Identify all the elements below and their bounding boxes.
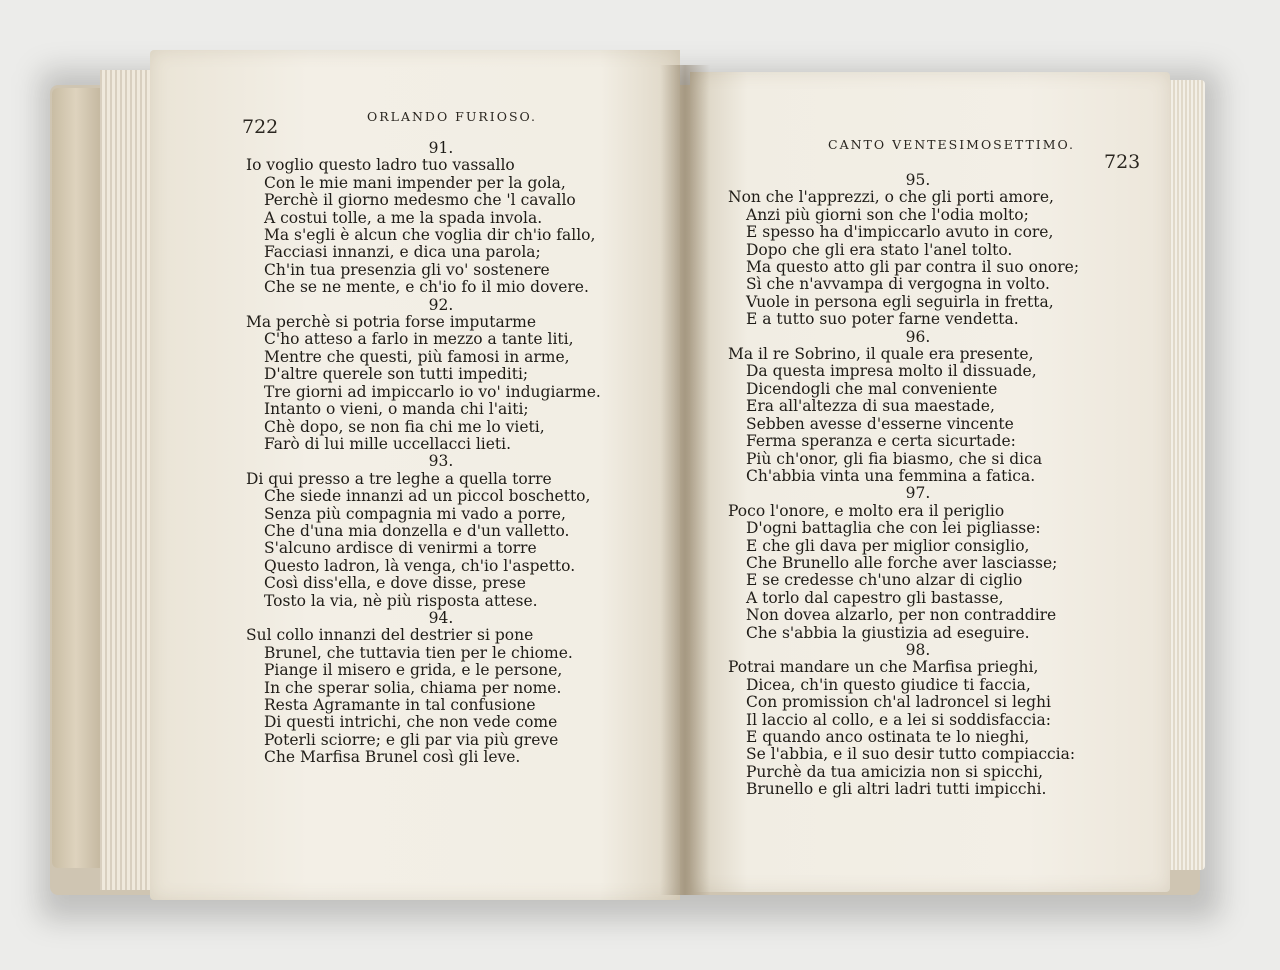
verse-line: Farò di lui mille uccellacci lieti. xyxy=(264,434,512,453)
right-page-number: 723 xyxy=(1104,151,1141,173)
verse-line: Potrai mandare un che Marfisa prieghi, xyxy=(728,658,1039,677)
verse-line: C'ho atteso a farlo in mezzo a tante liti, xyxy=(264,330,574,349)
left-text-block xyxy=(246,140,636,767)
verse-line: Tre giorni ad impiccarlo io vo' indugiarme. xyxy=(264,382,601,401)
verse-line: Il laccio al collo, e a lei si soddisfaccia: xyxy=(746,710,1051,729)
verse-line: S'alcuno ardisce di venirmi a torre xyxy=(264,539,537,558)
verse-line: Anzi più giorni son che l'odia molto; xyxy=(746,205,1029,224)
verse-line: Sebben avesse d'esserne vincente xyxy=(746,414,1014,433)
verse-line: Ch'abbia vinta una femmina a fatica. xyxy=(746,466,1036,485)
stanza-number: 95. xyxy=(905,171,931,189)
verse-line: Io voglio questo ladro tuo vassallo xyxy=(246,156,515,175)
verse-line: A costui tolle, a me la spada invola. xyxy=(264,208,543,227)
verse-line: Che d'una mia donzella e d'un valletto. xyxy=(264,521,570,540)
verse-line: E spesso ha d'impiccarlo avuto in core, xyxy=(746,223,1054,242)
stanza-number: 92. xyxy=(428,295,454,314)
verse-line: Poco l'onore, e molto era il periglio xyxy=(728,501,1005,520)
verse-line: Così diss'ella, e dove disse, prese xyxy=(264,574,526,593)
verse-line: In che sperar solia, chiama per nome. xyxy=(264,678,562,697)
verse-line: Sì che n'avvampa di vergogna in volto. xyxy=(746,275,1050,294)
verse-line: Che se ne mente, e ch'io fo il mio dovere. xyxy=(264,278,589,297)
verse-line: D'altre querele son tutti impediti; xyxy=(264,365,529,384)
verse-line: E quando anco ostinata te lo nieghi, xyxy=(746,728,1030,746)
verse-line: E a tutto suo poter farne vendetta. xyxy=(746,310,1019,329)
verse-line: Era all'altezza di sua maestade, xyxy=(746,397,995,416)
left-running-head: ORLANDO FURIOSO. xyxy=(367,109,538,124)
verse-line: Non dovea alzarlo, per non contraddire xyxy=(746,606,1057,625)
verse-line: Ma questo atto gli par contra il suo onore; xyxy=(746,258,1080,277)
verse-line: E se credesse ch'uno alzar di ciglio xyxy=(746,571,1023,590)
verse-line: Ma il re Sobrino, il quale era presente, xyxy=(728,345,1034,364)
verse-line: Che Marfisa Brunel così gli leve. xyxy=(264,748,521,767)
verse-line: Poterli sciorre; e gli par via più greve xyxy=(264,730,559,749)
left-page-number: 722 xyxy=(242,116,279,138)
stanza-number: 94. xyxy=(428,608,454,627)
verse-line: Chè dopo, se non fia chi me lo vieti, xyxy=(264,417,545,436)
verse-line: Di qui presso a tre leghe a quella torre xyxy=(246,469,552,488)
verse-line: Mentre che questi, più famosi in arme, xyxy=(264,347,570,366)
verse-line: Senza più compagnia mi vado a porre, xyxy=(264,504,566,523)
verse-line: Purchè da tua amicizia non si spicchi, xyxy=(746,762,1044,781)
verse-line: Brunello e gli altri ladri tutti impicchi. xyxy=(746,780,1047,799)
verse-line: Con promission ch'al ladroncel si leghi xyxy=(746,693,1051,712)
verse-line: Dicendogli che mal conveniente xyxy=(746,379,998,398)
stanza-number: 98. xyxy=(905,640,931,659)
stanza-number: 97. xyxy=(905,484,931,503)
verse-line: Ma perchè si potria forse imputarme xyxy=(246,313,537,332)
verse-line: Brunel, che tuttavia tien per le chiome. xyxy=(264,643,573,662)
verse-line: Resta Agramante in tal confusione xyxy=(264,696,536,714)
verse-line: Di questi intrichi, che non vede come xyxy=(264,713,558,732)
verse-line: Se l'abbia, e il suo desir tutto compiaccia: xyxy=(746,745,1076,764)
verse-line: Dopo che gli era stato l'anel tolto. xyxy=(746,240,1013,259)
stanza-number: 96. xyxy=(905,327,931,346)
verse-line: Questo ladron, là venga, ch'io l'aspetto. xyxy=(264,556,576,575)
verse-line: Ma s'egli è alcun che voglia dir ch'io fallo, xyxy=(264,226,596,245)
verse-line: Perchè il giorno medesmo che 'l cavallo xyxy=(264,191,576,210)
verse-line: Con le mie mani impender per la gola, xyxy=(264,173,566,192)
book-gutter xyxy=(660,65,710,895)
right-text-block xyxy=(728,172,1108,799)
verse-line: Tosto la via, nè più risposta attese. xyxy=(264,591,538,610)
stanza-number: 91. xyxy=(428,139,454,157)
verse-line: Più ch'onor, gli fia biasmo, che si dica xyxy=(746,449,1043,468)
verse-line: Dicea, ch'in questo giudice ti faccia, xyxy=(746,675,1031,694)
verse-line: Da questa impresa molto il dissuade, xyxy=(746,362,1037,381)
verse-line: Che s'abbia la giustizia ad eseguire. xyxy=(746,623,1030,642)
right-page-edges xyxy=(1165,80,1205,870)
verse-line: Sul collo innanzi del destrier si pone xyxy=(246,626,534,645)
verse-line: Intanto o vieni, o manda chi l'aiti; xyxy=(264,400,529,419)
verse-line: E che gli dava per miglior consiglio, xyxy=(746,536,1030,555)
verse-line: Facciasi innanzi, e dica una parola; xyxy=(264,243,541,262)
verse-line: Ferma speranza e certa sicurtade: xyxy=(746,432,1016,451)
verse-line: Ch'in tua presenzia gli vo' sostenere xyxy=(264,260,550,279)
verse-line: Che Brunello alle forche aver lasciasse; xyxy=(746,553,1058,572)
verse-line: Piange il misero e grida, e le persone, xyxy=(264,661,563,680)
verse-line: Che siede innanzi ad un piccol boschetto, xyxy=(264,487,591,506)
verse-line: Non che l'apprezzi, o che gli porti amore, xyxy=(728,188,1054,207)
verse-line: Vuole in persona egli seguirla in fretta, xyxy=(746,292,1054,311)
verse-line: D'ogni battaglia che con lei pigliasse: xyxy=(746,519,1041,538)
right-running-head: CANTO VENTESIMOSETTIMO. xyxy=(828,137,1076,152)
stanza-number: 93. xyxy=(428,452,454,471)
verse-line: A torlo dal capestro gli bastasse, xyxy=(746,588,1004,607)
